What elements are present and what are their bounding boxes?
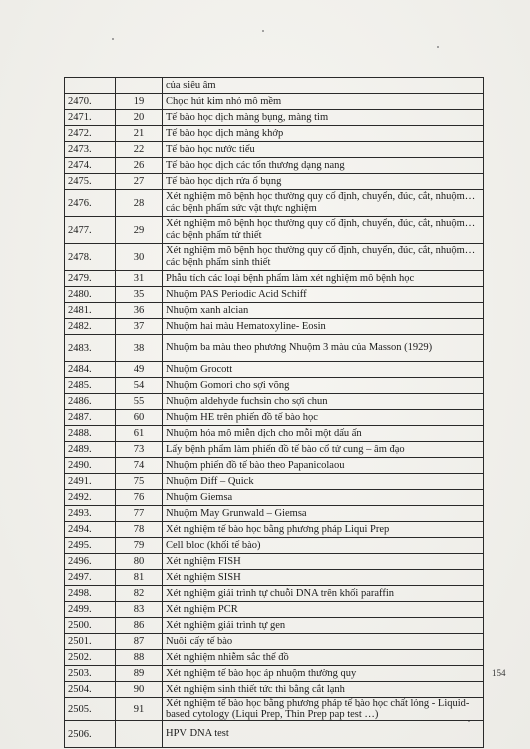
- row-code-cell: 86: [116, 618, 163, 634]
- row-code-cell: 91: [116, 698, 163, 721]
- table-row: [65, 362, 484, 378]
- table-row: [65, 618, 484, 634]
- row-code-cell: 78: [116, 522, 163, 538]
- row-index-cell: 2504.: [65, 682, 116, 698]
- row-description-cell: Xét nghiệm mô bệnh học thường quy cố định, chuyển, đúc, cắt, nhuộm… các bệnh phẩm tử thiết: [163, 217, 484, 244]
- row-description-cell: Xét nghiệm tế bào học bằng phương pháp tế bào học chất lỏng - Liquid-based cytology (Liqui Prep, Thin Prep pap test …): [163, 698, 484, 721]
- row-code-cell: [116, 78, 163, 94]
- table-row: [65, 426, 484, 442]
- row-index-cell: 2489.: [65, 442, 116, 458]
- row-description-cell: Xét nghiệm giải trình tự gen: [163, 618, 484, 634]
- row-index-cell: 2499.: [65, 602, 116, 618]
- row-index-cell: 2500.: [65, 618, 116, 634]
- table-row: [65, 570, 484, 586]
- row-description-cell: Tế bào học nước tiểu: [163, 142, 484, 158]
- row-index-cell: 2495.: [65, 538, 116, 554]
- table-row: [65, 303, 484, 319]
- row-description-cell: Nhuộm hóa mô miễn dịch cho mỗi một dấu ấn: [163, 426, 484, 442]
- row-code-cell: 79: [116, 538, 163, 554]
- row-index-cell: 2479.: [65, 271, 116, 287]
- row-index-cell: 2470.: [65, 94, 116, 110]
- row-description-cell: Xét nghiệm SISH: [163, 570, 484, 586]
- row-index-cell: 2496.: [65, 554, 116, 570]
- table-row: [65, 287, 484, 303]
- row-index-cell: 2491.: [65, 474, 116, 490]
- row-code-cell: 55: [116, 394, 163, 410]
- row-index-cell: 2483.: [65, 335, 116, 362]
- table-row: [65, 378, 484, 394]
- row-code-cell: 35: [116, 287, 163, 303]
- row-code-cell: 77: [116, 506, 163, 522]
- table-row: [65, 217, 484, 244]
- table-row: [65, 721, 484, 748]
- row-index-cell: 2474.: [65, 158, 116, 174]
- row-code-cell: 54: [116, 378, 163, 394]
- row-description-cell: Nhuộm May Grunwald – Giemsa: [163, 506, 484, 522]
- table-row: [65, 666, 484, 682]
- row-index-cell: 2502.: [65, 650, 116, 666]
- row-code-cell: 21: [116, 126, 163, 142]
- row-description-cell: Lấy bệnh phẩm làm phiến đồ tế bào cổ tử cung – âm đạo: [163, 442, 484, 458]
- row-index-cell: 2494.: [65, 522, 116, 538]
- row-description-cell: Nhuộm hai màu Hematoxyline- Eosin: [163, 319, 484, 335]
- row-index-cell: 2472.: [65, 126, 116, 142]
- table-row: [65, 142, 484, 158]
- row-index-cell: 2480.: [65, 287, 116, 303]
- table-row: [65, 650, 484, 666]
- row-code-cell: 83: [116, 602, 163, 618]
- row-description-cell: Xét nghiệm nhiễm sắc thể đồ: [163, 650, 484, 666]
- row-description-cell: Nhuộm Giemsa: [163, 490, 484, 506]
- row-code-cell: 36: [116, 303, 163, 319]
- row-index-cell: 2492.: [65, 490, 116, 506]
- table-row: [65, 682, 484, 698]
- row-description-cell: Tế bào học dịch các tổn thương dạng nang: [163, 158, 484, 174]
- row-description-cell: Tế bào học dịch màng bụng, màng tim: [163, 110, 484, 126]
- row-description-cell: Nhuộm Diff – Quick: [163, 474, 484, 490]
- row-description-cell: Tế bào học dịch rửa ổ bụng: [163, 174, 484, 190]
- row-index-cell: 2471.: [65, 110, 116, 126]
- row-code-cell: 76: [116, 490, 163, 506]
- row-code-cell: 73: [116, 442, 163, 458]
- row-description-cell: Cell bloc (khối tế bào): [163, 538, 484, 554]
- row-index-cell: 2505.: [65, 698, 116, 721]
- scan-speck: [112, 38, 114, 40]
- table-row: [65, 271, 484, 287]
- row-index-cell: 2482.: [65, 319, 116, 335]
- row-code-cell: 22: [116, 142, 163, 158]
- row-index-cell: 2473.: [65, 142, 116, 158]
- table-row: [65, 126, 484, 142]
- row-code-cell: 30: [116, 244, 163, 271]
- row-index-cell: 2498.: [65, 586, 116, 602]
- table-row: [65, 586, 484, 602]
- row-description-cell: Tế bào học dịch màng khớp: [163, 126, 484, 142]
- row-description-cell: Nuôi cấy tế bào: [163, 634, 484, 650]
- row-index-cell: 2481.: [65, 303, 116, 319]
- row-index-cell: [65, 78, 116, 94]
- row-description-cell: Nhuộm PAS Periodic Acid Schiff: [163, 287, 484, 303]
- row-index-cell: 2497.: [65, 570, 116, 586]
- row-code-cell: 27: [116, 174, 163, 190]
- table-row: [65, 602, 484, 618]
- row-index-cell: 2488.: [65, 426, 116, 442]
- row-code-cell: 28: [116, 190, 163, 217]
- row-description-cell: Nhuộm Gomori cho sợi võng: [163, 378, 484, 394]
- procedure-table: [64, 77, 484, 748]
- row-description-cell: Xét nghiệm FISH: [163, 554, 484, 570]
- row-description-cell: Nhuộm aldehyde fuchsin cho sợi chun: [163, 394, 484, 410]
- row-code-cell: 38: [116, 335, 163, 362]
- row-code-cell: 49: [116, 362, 163, 378]
- row-description-cell: Phẫu tích các loại bệnh phẩm làm xét nghiệm mô bệnh học: [163, 271, 484, 287]
- row-index-cell: 2478.: [65, 244, 116, 271]
- row-index-cell: 2490.: [65, 458, 116, 474]
- row-description-cell: Xét nghiệm mô bệnh học thường quy cố định, chuyển, đúc, cắt, nhuộm… các bệnh phẩm sức vật thực nghiệm: [163, 190, 484, 217]
- row-index-cell: 2503.: [65, 666, 116, 682]
- table-row: [65, 506, 484, 522]
- table-row: [65, 319, 484, 335]
- table-row: [65, 538, 484, 554]
- table-row: [65, 244, 484, 271]
- row-description-cell: Xét nghiệm tế bào học bằng phương pháp Liqui Prep: [163, 522, 484, 538]
- table-row: [65, 490, 484, 506]
- table-row: [65, 394, 484, 410]
- row-description-cell: Nhuộm ba màu theo phương Nhuộm 3 màu của Masson (1929): [163, 335, 484, 362]
- table-row: [65, 410, 484, 426]
- row-index-cell: 2501.: [65, 634, 116, 650]
- row-code-cell: 29: [116, 217, 163, 244]
- table-row: [65, 158, 484, 174]
- table-row: [65, 522, 484, 538]
- row-description-cell: Nhuộm xanh alcian: [163, 303, 484, 319]
- table-row: [65, 554, 484, 570]
- row-description-cell: Nhuộm Grocott: [163, 362, 484, 378]
- table-row: [65, 335, 484, 362]
- table-row: [65, 190, 484, 217]
- row-description-cell: Xét nghiệm tế bào học áp nhuộm thường quy: [163, 666, 484, 682]
- row-code-cell: 31: [116, 271, 163, 287]
- row-code-cell: 61: [116, 426, 163, 442]
- row-code-cell: [116, 721, 163, 748]
- row-code-cell: 90: [116, 682, 163, 698]
- row-description-cell: Nhuộm phiến đồ tế bào theo Papanicolaou: [163, 458, 484, 474]
- row-code-cell: 80: [116, 554, 163, 570]
- row-code-cell: 19: [116, 94, 163, 110]
- page-number: 154: [492, 668, 506, 678]
- row-code-cell: 75: [116, 474, 163, 490]
- row-code-cell: 26: [116, 158, 163, 174]
- scan-speck: [437, 46, 439, 48]
- row-description-cell: HPV DNA test: [163, 721, 484, 748]
- row-description-cell: Xét nghiệm mô bệnh học thường quy cố định, chuyển, đúc, cắt, nhuộm… các bệnh phẩm sinh thiết: [163, 244, 484, 271]
- row-code-cell: 60: [116, 410, 163, 426]
- table-row: [65, 174, 484, 190]
- table-row: [65, 78, 484, 94]
- table-row: [65, 110, 484, 126]
- row-code-cell: 89: [116, 666, 163, 682]
- table-row: [65, 458, 484, 474]
- scan-speck: [262, 30, 264, 32]
- row-code-cell: 82: [116, 586, 163, 602]
- row-description-cell: Xét nghiệm giải trình tự chuỗi DNA trên khối paraffin: [163, 586, 484, 602]
- table-row: [65, 698, 484, 721]
- table-row: [65, 634, 484, 650]
- row-description-cell: Nhuộm HE trên phiến đồ tế bào học: [163, 410, 484, 426]
- row-code-cell: 74: [116, 458, 163, 474]
- row-description-cell: Xét nghiệm PCR: [163, 602, 484, 618]
- table-row: [65, 474, 484, 490]
- row-description-cell: Xét nghiệm sinh thiết tức thì bằng cắt lạnh: [163, 682, 484, 698]
- row-code-cell: 88: [116, 650, 163, 666]
- row-description-cell: của siêu âm: [163, 78, 484, 94]
- row-index-cell: 2486.: [65, 394, 116, 410]
- row-index-cell: 2475.: [65, 174, 116, 190]
- row-index-cell: 2487.: [65, 410, 116, 426]
- row-index-cell: 2493.: [65, 506, 116, 522]
- row-index-cell: 2485.: [65, 378, 116, 394]
- table-row: [65, 442, 484, 458]
- row-code-cell: 81: [116, 570, 163, 586]
- row-code-cell: 20: [116, 110, 163, 126]
- row-index-cell: 2484.: [65, 362, 116, 378]
- procedure-table-body: [65, 78, 484, 748]
- table-row: [65, 94, 484, 110]
- row-code-cell: 37: [116, 319, 163, 335]
- row-index-cell: 2477.: [65, 217, 116, 244]
- row-index-cell: 2506.: [65, 721, 116, 748]
- row-index-cell: 2476.: [65, 190, 116, 217]
- row-code-cell: 87: [116, 634, 163, 650]
- row-description-cell: Chọc hút kim nhỏ mô mềm: [163, 94, 484, 110]
